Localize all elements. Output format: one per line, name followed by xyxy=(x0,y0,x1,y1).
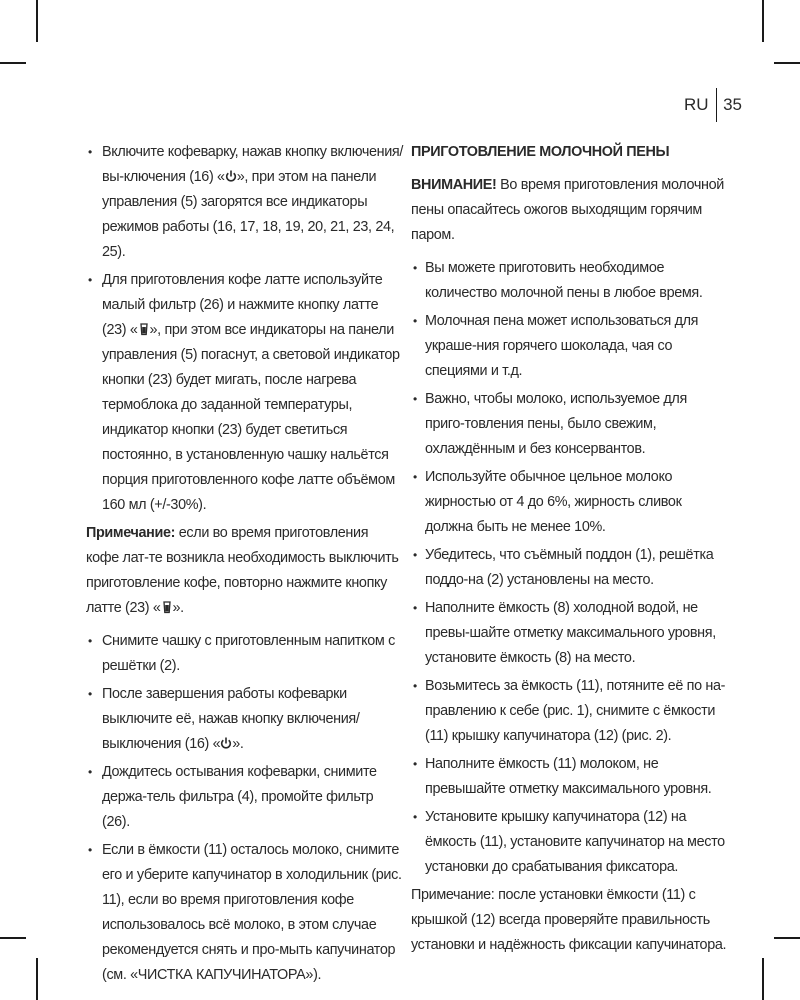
list-item: • Используйте обычное цельное молоко жирностью от 4 до 6%, жирность сливок должна быть не менее 10%. xyxy=(411,465,729,540)
crop-mark-top-right-v xyxy=(762,0,764,42)
list-item: • После завершения работы кофеварки выключите её, нажав кнопку включения/выключения (16) « ». xyxy=(86,682,404,757)
crop-mark-top-left-v xyxy=(36,0,38,42)
left-list-2 xyxy=(86,629,404,988)
list-item: • Убедитесь, что съёмный поддон (1), решётка поддо-на (2) установлены на место. xyxy=(411,543,729,593)
list-item: • Молочная пена может использоваться для украше-ния горячего шоколада, чая со специями и т.д. xyxy=(411,309,729,384)
left-column xyxy=(86,140,404,991)
latte-cup-icon xyxy=(138,322,150,336)
list-item: • Наполните ёмкость (8) холодной водой, не превы-шайте отметку максимального уровня, установите ёмкость (8) на место. xyxy=(411,596,729,671)
crop-mark-top-left-h xyxy=(0,62,26,64)
section-heading: ПРИГОТОВЛЕНИЕ МОЛОЧНОЙ ПЕНЫ xyxy=(411,144,670,160)
page-header xyxy=(684,88,742,122)
right-column xyxy=(411,140,729,958)
list-item: • Для приготовления кофе латте используйте малый фильтр (26) и нажмите кнопку латте (23) « », при этом все индикаторы на панели управления (5) погаснут, а световой индикатор кнопки (23) будет мигать, после нагрева термоблока до заданной температуры, индикатор кнопки (23) будет светиться постоянно, в установленную чашку нальётся порция приготовленного кофе латте объёмом 160 мл (+/-30%). xyxy=(86,268,404,518)
page-number: 35 xyxy=(723,95,742,114)
list-item: • Наполните ёмкость (11) молоком, не превышайте отметку максимального уровня. xyxy=(411,752,729,802)
list-item: • Снимите чашку с приготовленным напитком с решётки (2). xyxy=(86,629,404,679)
note-paragraph: Примечание: если во время приготовления кофе лат-те возникла необходимость выключить приготовление кофе, повторно нажмите кнопку латте (23) « ». xyxy=(86,525,399,616)
list-item: • Включите кофеварку, нажав кнопку включения/вы-ключения (16) « », при этом на панели управления (5) загорятся все индикаторы режимов работы (16, 17, 18, 19, 20, 21, 23, 24, 25). xyxy=(86,140,404,265)
crop-mark-bottom-left-h xyxy=(0,937,26,939)
list-item: • Возьмитесь за ёмкость (11), потяните её по на-правлению к себе (рис. 1), снимите с ёмкости (11) крышку капучинатора (12) (рис. 2). xyxy=(411,674,729,749)
list-item: • Важно, чтобы молоко, используемое для приго-товления пены, было свежим, охлаждённым и без консервантов. xyxy=(411,387,729,462)
crop-mark-top-right-h xyxy=(774,62,800,64)
list-item: • Вы можете приготовить необходимое количество молочной пены в любое время. xyxy=(411,256,729,306)
right-list xyxy=(411,256,729,880)
crop-mark-bottom-left-v xyxy=(36,958,38,1000)
list-item: • Дождитесь остывания кофеварки, снимите держа-тель фильтра (4), промойте фильтр (26). xyxy=(86,760,404,835)
list-item: • Если в ёмкости (11) осталось молоко, снимите его и уберите капучинатор в холодильник (рис. 11), если во время приготовления кофе использовалось всё молоко, в этом случае рекомендуется снять и про-мыть капучинатор (см. «ЧИСТКА КАПУЧИНАТОРА»). xyxy=(86,838,404,988)
note-paragraph: Примечание: после установки ёмкости (11) с крышкой (12) всегда проверяйте правильность установки и надёжность фиксации капучинатора. xyxy=(411,887,727,953)
left-list-1 xyxy=(86,140,404,518)
warning-paragraph: ВНИМАНИЕ! Во время приготовления молочной пены опасайтесь ожогов выходящим горячим паром. xyxy=(411,177,724,243)
power-icon xyxy=(225,169,237,183)
list-item: • Установите крышку капучинатора (12) на ёмкость (11), установите капучинатор на место установки до срабатывания фиксатора. xyxy=(411,805,729,880)
crop-mark-bottom-right-v xyxy=(762,958,764,1000)
language-label: RU xyxy=(684,95,709,114)
crop-mark-bottom-right-h xyxy=(774,937,800,939)
power-icon xyxy=(220,736,232,750)
header-divider xyxy=(716,88,718,122)
latte-cup-icon xyxy=(161,600,173,614)
